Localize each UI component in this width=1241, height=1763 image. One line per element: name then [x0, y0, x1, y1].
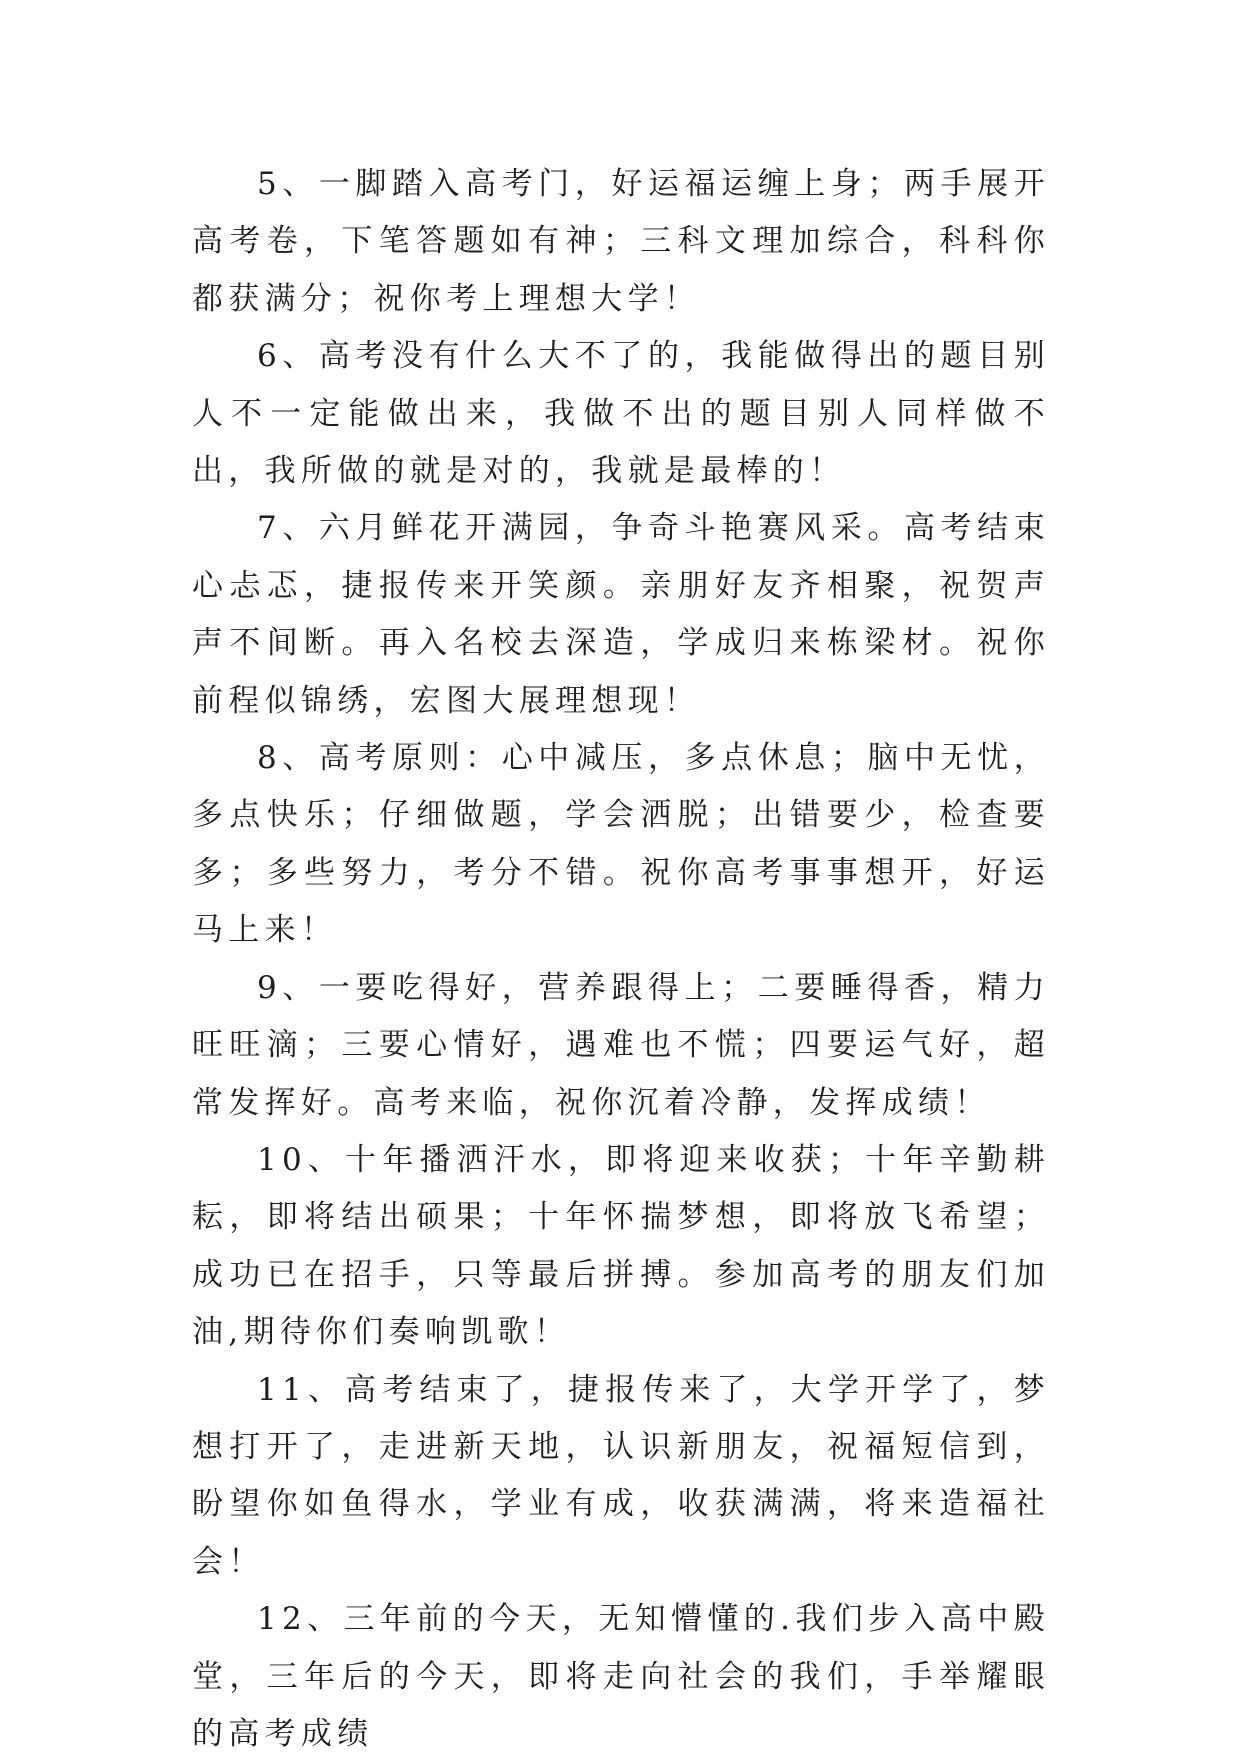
paragraph-5: 5、一脚踏入高考门，好运福运缠上身；两手展开高考卷，下笔答题如有神；三科文理加综合，科科你都获满分；祝你考上理想大学！ — [192, 166, 1050, 317]
paragraph-7: 7、六月鲜花开满园，争奇斗艳赛风采。高考结束心忐忑，捷报传来开笑颜。亲朋好友齐相聚，祝贺声声不间断。再入名校去深造，学成归来栋梁材。祝你前程似锦绣，宏图大展理想现！ — [192, 510, 1050, 719]
paragraph-10: 10、十年播洒汗水，即将迎来收获；十年辛勤耕耘，即将结出硕果；十年怀揣梦想，即将放飞希望；成功已在招手，只等最后拼搏。参加高考的朋友们加油,期待你们奏响凯歌！ — [192, 1141, 1050, 1351]
paragraph-6: 6、高考没有什么大不了的，我能做得出的题目别人不一定能做出来，我做不出的题目别人同样做不出，我所做的就是对的，我就是最棒的！ — [192, 338, 1050, 490]
paragraph-12: 12、三年前的今天，无知懵懂的.我们步入高中殿堂，三年后的今天，即将走向社会的我们，手举耀眼的高考成绩 — [192, 1601, 1050, 1752]
document-body — [192, 156, 1050, 1763]
paragraph-8: 8、高考原则：心中减压，多点休息；脑中无忧，多点快乐；仔细做题，学会洒脱；出错要少，检查要多；多些努力，考分不错。祝你高考事事想开，好运马上来！ — [192, 740, 1050, 949]
paragraph-11: 11、高考结束了，捷报传来了，大学开学了，梦想打开了，走进新天地，认识新朋友，祝福短信到，盼望你如鱼得水，学业有成，收获满满，将来造福社会！ — [192, 1371, 1050, 1580]
paragraph-9: 9、一要吃得好，营养跟得上；二要睡得香，精力旺旺滴；三要心情好，遇难也不慌；四要运气好，超常发挥好。高考来临，祝你沉着冷静，发挥成绩！ — [192, 969, 1050, 1121]
